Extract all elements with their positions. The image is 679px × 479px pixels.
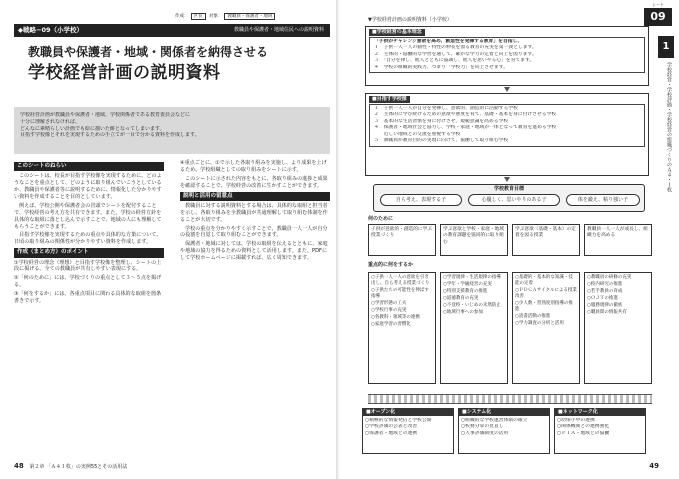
bottom-line: ○幼保小中の連携 <box>557 417 595 423</box>
philosophy-line: ２ 主体的・協働的な学習を通して、確かな学力の定着と向上を図ります。 <box>374 51 537 57</box>
purpose-box: 教職員一人一人が成長し、組織力を高める <box>584 224 652 256</box>
point-item: ③「何をするか」には、各重点項目に関わる具体的な取組を箇条書きで示す。 <box>14 291 162 304</box>
purpose-label: 何のために <box>368 216 394 222</box>
bottom-line: ○人事評価制度の活用 <box>461 430 509 436</box>
philosophy-line: ４ 学校の組織的実践力、つまり「学校力」を向上させます。 <box>374 64 508 70</box>
priority-item: ○地域行事への参加 <box>443 310 483 316</box>
priority-item: ○ＰＤＣＡサイクルによる授業改善 <box>515 288 577 300</box>
intro-box <box>14 107 330 154</box>
basic-philosophy-box <box>365 26 649 86</box>
paragraph: このシートは、校長が目指す学校像を実現するために、どのようなことを重点として、どのように取り組んでいこうとしているか、教職員や保護者等に説明するために、情報化した分かりやすい資料を作成することを目的としています。 <box>14 173 162 201</box>
system-header: ■システム化 <box>459 409 549 416</box>
priority-label: 重点的に何をするか <box>368 262 414 268</box>
goal-oval: 体を鍛え、粘り強い子 <box>566 194 640 206</box>
strategy-target: 教職員や保護者・地域住民への説明資料 <box>233 27 324 33</box>
point-item: ④重点ごとに、①で示した各取り組みを実施し、より成果を上げるため、学校組織としての取り組みをシートに示す。 <box>180 160 327 173</box>
target-label: 対象： <box>208 14 223 19</box>
school-goal-box <box>373 184 645 212</box>
vertical-caption: 学校経営・学校評価・学校経営の組織づくりのＡ４・１枚 <box>666 62 672 192</box>
sheet-title: ▼学校経営計画の説明資料（小学校） <box>368 17 452 23</box>
purpose-box: 子供が意欲的・創造的に学ぶ授業づくり <box>368 224 436 256</box>
left-column-1 <box>14 160 164 307</box>
priority-item: ○学習規律・生活規律の指導 <box>443 275 501 280</box>
goal-oval: 心優しく、思いやりのある子 <box>468 194 560 206</box>
priority-item: ○家庭学習の習慣化 <box>371 322 411 328</box>
priority-item: ○服務規律の徹底 <box>587 303 623 309</box>
target-value: 教職員・保護者・地域 <box>224 13 275 20</box>
bottom-line: ○保護者・地域との連携 <box>365 430 418 436</box>
openness-box <box>362 408 454 454</box>
divider-band <box>368 394 652 404</box>
priority-item: ○基礎的・基本的な知識・技能の定着 <box>515 275 573 287</box>
paragraph: このシートに示された内容をもとに、各取り組みの進捗と成果を確認することで、学校経営の改善に生かすことができます。 <box>180 175 328 189</box>
left-page <box>0 0 336 479</box>
paragraph: 目指す学校像を実現するための重点や具体的な方策について、日頃の取り組みの関係性が分かりやすい資料を作成します。 <box>14 232 162 246</box>
paragraph: 教職員に対する説明資料とする場合は、具体的な取組と担当者を示し、各取り組みを全教職員が共通理解して取り組む体制を作ることが大切です。 <box>180 202 328 223</box>
left-column-2 <box>180 160 330 264</box>
priority-item: ○子供一人一人の意欲を引き出し、自ら考える授業づくり <box>371 275 430 287</box>
intro-line: 学校経営計画が教職員や保護者・地域、学校関係者である教育委員会などに <box>20 112 191 118</box>
network-header: ■ネットワーク化 <box>555 409 645 416</box>
target-school-header: ■目指す学校像 <box>369 96 410 103</box>
priority-column <box>368 272 436 384</box>
target-line: ２ 主体的に学び続けるための意欲や態度を育て、基礎・基本を身に付けさせる学校 <box>374 112 557 118</box>
made-value: 区長 <box>191 13 206 20</box>
priority-column <box>440 272 508 384</box>
bottom-line: ○校務分掌の見直し <box>461 424 504 430</box>
priority-item: ○特別支援教育の推進 <box>443 289 488 295</box>
priority-item: ○読書活動の推進 <box>515 314 551 320</box>
priority-item: ○学習形態の工夫 <box>371 301 407 307</box>
priority-item: ○職員間の情報共有 <box>587 310 627 316</box>
target-line: ３ 基本的な生活習慣を身に付けさせ、規範意識を高める学校 <box>374 118 509 124</box>
strategy-code: ◆戦略−09（小学校） <box>18 26 83 34</box>
footer-text: 第２章 「Ａ４１枚」の実例55とその活用法 <box>29 463 128 470</box>
bottom-line: ○積極的な情報発信と学校公開 <box>365 417 432 423</box>
network-box <box>554 408 646 454</box>
priority-item: ○校内研究の推進 <box>587 282 623 288</box>
purpose-box: 学ぶ意欲と学校・家庭・地域の教育課題を協同的に取り組む <box>440 224 508 256</box>
priority-item: ○教職員の研修の充実 <box>587 275 632 280</box>
priority-column <box>584 272 652 384</box>
section-heading-points: 作成（まとめ方）のポイント <box>14 248 164 257</box>
priority-item: ○若手教員の育成 <box>587 289 623 295</box>
target-line: ４ 保護者・地域社会と協力し、学校・家庭・地域が一体となって教育を進める学校 <box>374 125 557 131</box>
priority-item: ○各教科・領域等の連携 <box>371 315 420 321</box>
paragraph: 保護者・地域に対しては、学校の取組を伝えるとともに、家庭や地域の協力を得るための資料として活用します。また、PDFにして学校ホームページに掲載すれば、広く周知できます。 <box>180 241 328 262</box>
point-item: ②「何のために」には、学校づくりの重点として３〜５点を掲げる。 <box>14 275 162 289</box>
chapter-tab: 1 <box>658 36 674 58</box>
system-box <box>458 408 550 454</box>
priority-item: ○ＯＪＴの推進 <box>587 296 618 302</box>
target-line: ５ 教職員が教育目的の実現に向けて、協働して取り組む学校 <box>374 138 509 144</box>
page-subtitle: 教職員や保護者・地域・関係者を納得させる <box>28 45 269 59</box>
section-heading-aim: このシートのねらい <box>14 162 164 171</box>
down-arrow-icon <box>504 87 510 92</box>
made-label: 作成： <box>175 14 189 19</box>
openness-header: ■オープン化 <box>363 409 453 416</box>
intro-line: 十分に理解されなければ、 <box>20 118 81 125</box>
sheet-number: 09 <box>644 8 672 26</box>
right-page <box>340 0 679 479</box>
page-title: 学校経営計画の説明資料 <box>28 63 221 83</box>
intro-line: 目指す学校像とそれを実現するための手立てが一目で分かる資料を作成します。 <box>20 132 200 139</box>
motto: 「子供がチャレンジ意欲を高め、創造性を発揮する教育」を目指し、 <box>374 38 523 44</box>
priority-item: ○学校行事の充実 <box>371 308 407 314</box>
paragraph: 学校の重点を分かりやすく示すことで、教職員一人一人が自分の役割を自覚して取り組むことができます。 <box>180 225 328 239</box>
page-number: 49 <box>649 461 659 470</box>
meta-info <box>175 14 277 20</box>
paragraph: 例えば、学校公開や保護者会の冒頭でシートを配付することで、学校経営の考え方を共有できます。また、学校の経営方針を具体的な取組に落とし込んで示すことで、地域の人にも理解してもらうことができます。 <box>14 202 162 230</box>
page-number: 48 <box>14 461 24 470</box>
basic-philosophy-body <box>369 37 645 73</box>
section-heading-usage: 説明と活用の留意点 <box>180 192 330 201</box>
priority-item: ○学年・学級経営の充実 <box>443 282 492 288</box>
left-footer <box>14 462 127 471</box>
priority-item: ○不登校・いじめの未然防止 <box>443 303 501 309</box>
priority-item: ○道徳教育の充実 <box>443 296 479 302</box>
down-arrow-icon <box>504 177 510 182</box>
target-line: １ 子供一人一人が自分を発揮し、意欲的、創造的に活動する学校 <box>374 105 518 111</box>
intro-line: どんなに素晴らしい計画でも絵に描いた餅となってしまいます。 <box>20 125 165 132</box>
priority-item: ○学力調査の分析と活用 <box>515 321 564 327</box>
goal-oval: 自ら考え、表現する子 <box>380 194 462 206</box>
school-goal-title: 学校教育目標 <box>493 186 524 192</box>
priority-item: ○少人数・習熟度別指導の推進 <box>515 301 573 313</box>
priority-column <box>512 272 580 384</box>
basic-philosophy-header: ■学校経営の基本理念 <box>369 29 425 36</box>
philosophy-line: １ 子供一人一人の個性・特性の伸長を図る教育の充実を第一義とします。 <box>374 45 537 51</box>
target-school-body <box>369 104 645 147</box>
priority-item: ○子供たちの可能性を伸ばす指導 <box>371 288 429 300</box>
sheet-label: シート <box>652 2 664 7</box>
strategy-bar <box>14 24 330 37</box>
bottom-line: ○学校評価の公表と改善 <box>365 424 418 430</box>
bottom-line: ○組織的な学校運営体制の確立 <box>461 417 528 423</box>
bottom-line: ○ＰＴＡ・地域との協働 <box>557 430 610 436</box>
purpose-box: 学ぶ意欲（基礎・基本）の定着を図る授業 <box>512 224 580 256</box>
bottom-line: ○関係機関との連携強化 <box>557 424 610 430</box>
point-item: ①学校経営の理念（理想）と目指す学校像を整理し、シートの上段に掲げる。全ての教職員が共有しやすい表現にする。 <box>14 259 162 273</box>
target-school-box <box>365 93 649 176</box>
philosophy-line: ３ 「自分を律し、他人とともに協調し、他人を思いやる心」を育てます。 <box>374 58 535 64</box>
target-line: 近しい地域との交流を重視する学校 <box>374 131 461 137</box>
